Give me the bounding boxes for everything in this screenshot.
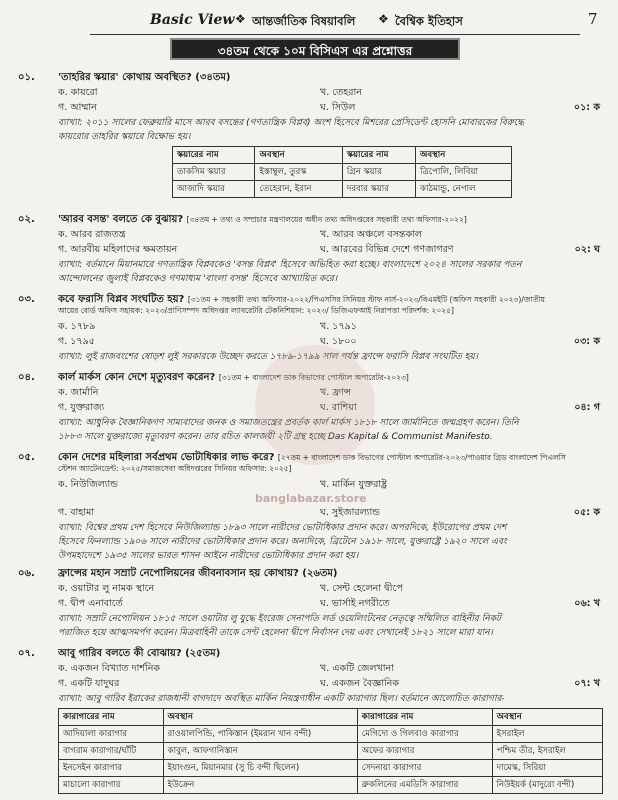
option-c: গ. একটি যাদুঘর [58, 678, 120, 689]
question-text: কোন দেশের মহিলারা সর্বপ্রথম ভোটাধিকার লাভ করে? [২৭তম + বাংলাদেশ ডাক বিভাগের পোস্টাল অপারেটর-২০২৩/পাওয়ার গ্রিড বাংলাদেশ পিএলসি [58, 452, 566, 463]
explanation: ব্যাখ্যা: বর্তমানে মিয়ানমারে গণতান্ত্রিক বিপ্লবকেও 'বসন্ত বিপ্লব' হিসেবে অভিহিত করা হচ্ছে। বাংলাদেশে ২০২৪ সালের সরকার পতন আন্দোলনের জুলাই বিপ্লবকেও গণমাধ্যম 'বাংলা বসন্ত' হিসেবে আখ্যায়িত করে। [58, 260, 522, 284]
option-c: গ. বাহামা [58, 507, 95, 518]
question-note: স্টেশন অ্যাটেনডেন্ট: ২০২৫/সমাজসেবা অধিদপ্তরের সিনিয়র অফিসার: ২০২৫] [58, 464, 292, 473]
option-c: গ. যুক্তরাজ্য [58, 402, 105, 413]
option-b: খ. সেন্ট হেলেনা দ্বীপে [320, 583, 403, 594]
option-d: ঘ. সুইজারল্যান্ড [320, 507, 380, 518]
option-a: ক. আরব রাজতন্ত্র [58, 229, 126, 240]
option-a: ক. ১৭৮৯ [58, 321, 96, 332]
header-subtitle-1: আন্তর্জাতিক বিষয়াবলি [252, 14, 356, 28]
explanation: ব্যাখ্যা: আবু গারিব ইরাকের রাজধানী বাগদাদে অবস্থিত মার্কিন নিয়ন্ত্রণাধীন একটি কারাগার ছিল। বর্তমানে আলোচিত কারাগার- [58, 694, 505, 704]
option-c: গ. ১৭৯৫ [58, 336, 95, 347]
answer: ০৪: গ [574, 402, 600, 413]
option-d: ঘ. আরবের বিভিন্ন দেশে গণজাগরণ [320, 244, 454, 255]
watermark-logo [255, 345, 375, 465]
question-number: ০৭. [18, 648, 35, 659]
option-b: খ. একটি জেলখানা [320, 663, 394, 674]
option-d: ঘ. ভার্সাই নগরীতে [320, 598, 390, 609]
option-b: খ. ১৭৯১ [320, 321, 357, 332]
option-a: ক. একজন বিখ্যাত দার্শনিক [58, 663, 161, 674]
question-text: ফ্রান্সের মহান সম্রাট নেপোলিয়নের জীবনাবসান হয় কোথায়? (২৬তম) [58, 568, 338, 579]
answer: ০২: ঘ [574, 244, 600, 255]
question-number: ০৩. [18, 294, 35, 305]
table-row: বাগরাম কারাগার/ঘাঁটি কাবুল, আফগানিস্তান অফের কারাগার পশ্চিম তীর, ইসরাইল [59, 743, 603, 760]
watermark-text: banglabazar.store [255, 492, 367, 505]
option-c: গ. আম্মান [58, 102, 97, 113]
header-rule [90, 34, 580, 35]
prisons-table: কারাগারের নাম অবস্থান কারাগারের নাম অবস্থান আদিয়ালা কারাগার রাওয়ালপিন্ডি, পাকিস্তান (ইমরান খান বন্দী) মেগিদো ও গিলবাও কারাগার ইসরাইল বাগরাম কারাগার/ঘাঁটি কাবুল, আফগানিস্তান অফের কারাগার পশ্চিম তীর, ইসরাইল ইনসেইন কারাগার ইয়াংগুন, মিয়ানমার (সু চি বন্দী ছিলেন) সেদনায়া কারাগার দামেস্ক, সিরিয়া মাচালো কারাগার ইউক্রেন ব্রুকলিনের এমডিসি কারাগার নিউইয়র্ক (মাদুরো বন্দী) [58, 708, 603, 794]
explanation: ব্যাখ্যা: বিশ্বের প্রথম দেশ হিসেবে নিউজিল্যান্ড ১৮৯৩ সালে নারীদের ভোটাধিকার প্রদান করে। অপরদিকে, ইউরোপের প্রথম দেশ হিসেবে ফিনল্যান্ড ১৯০৬ সালে নারীদের ভোটাধিকার প্রদান করে। অন্যদিকে, ব্রিটেনে ১৯১৮ সালে, যুক্তরাষ্ট্রে ১৯২০ সালে এবং উপমহাদেশে ১৯৩৫ সালের ভারত শাসন আইনে নারীদের ভোটাধিকার প্রদান করা হয়। [58, 523, 507, 561]
explanation: ব্যাখ্যা: ২০১১ সালের ফেব্রুয়ারি মাসে আরব বসন্তের (গণতান্ত্রিক বিপ্লব) অংশ হিসেবে মিশরের প্রেসিডেন্ট হোসনি মোবারকের বিরুদ্ধে কায়রোর তাহরির স্কয়ারে বিক্ষোভ হয়। [58, 118, 524, 142]
question-number: ০৬. [18, 568, 35, 579]
option-d: ঘ. ১৮০০ [320, 336, 357, 347]
answer: ০৬: খ [574, 598, 600, 609]
option-b: খ. মার্কিন যুক্তরাষ্ট্র [320, 479, 388, 490]
answer: ০১: ক [573, 102, 600, 113]
table-row: ইনসেইন কারাগার ইয়াংগুন, মিয়ানমার (সু চি বন্দী ছিলেন) সেদনায়া কারাগার দামেস্ক, সিরিয়া [59, 760, 603, 777]
header-title: Basic View [150, 12, 235, 28]
table-row: মাচালো কারাগার ইউক্রেন ব্রুকলিনের এমডিসি কারাগার নিউইয়র্ক (মাদুরো বন্দী) [59, 777, 603, 794]
table-row: আজাদি স্কয়ার তেহেরান, ইরান দরবার স্কয়ার কাঠমান্ডু, নেপাল [173, 181, 512, 198]
option-a: ক. কায়রো [58, 87, 98, 98]
separator-icon: ❖ [378, 12, 389, 26]
answer: ০৩: ক [573, 336, 600, 347]
explanation: ব্যাখ্যা: সম্রাট নেপোলিয়ন ১৮১৫ সালে ওয়াটার লু যুদ্ধে ইংরেজ সেনাপতি লর্ড ওয়েলিংটনের নেতৃত্বে সম্মিলিত বাহিনীর নিকট পরাজিত হয়ে আত্মসমর্পণ করেন। মিত্রবাহিনী তাকে সেন্ট হেলেনা দ্বীপে নির্বাসন দেয় এবং সেখানেই ১৮২১ সালে মারা যান। [58, 614, 501, 638]
explanation: ব্যাখ্যা: লুই রাজবংশের ষোড়শ লুই সরকারকে উচ্ছেদ করতে ১৭৮৯-১৭৯৯ সাল পর্যন্ত ফ্রান্সে ফরাসি বিপ্লব সংঘটিত হয়। [58, 352, 479, 362]
question-text: কার্ল মার্কস কোন দেশে মৃত্যুবরণ করেন? [৩১তম + বাংলাদেশ ডাক বিভাগের পোস্টাল অপারেটর-২০২৩] [58, 372, 409, 383]
page-number: 7 [588, 10, 598, 28]
answer: ০৭: খ [574, 678, 600, 689]
question-text: কবে ফরাসি বিপ্লব সংঘটিত হয়? [৩১তম + সহকারী তথ্য অফিসার-২০২২/পিএসসির সিনিয়র স্টাফ নার্স-২০২৩/বিএমইটি (অফিস সহকারী ২০২৩)/জাতীয় [58, 294, 545, 305]
answer: ০৫: ক [573, 507, 600, 518]
table-row: আদিয়ালা কারাগার রাওয়ালপিন্ডি, পাকিস্তান (ইমরান খান বন্দী) মেগিদো ও গিলবাও কারাগার ইসরাইল [59, 726, 603, 743]
option-b: খ. তেহরান [320, 87, 362, 98]
page-header [0, 0, 618, 40]
explanation: ব্যাখ্যা: আধুনিক বৈজ্ঞানিকগণ সাম্যবাদের জনক ও সমাজতন্ত্রের প্রবর্তক কার্ল মার্কস ১৮১৮ সালে জার্মানিতে জন্মগ্রহণ করেন। তিনি ১৮৮৩ সালে যুক্তরাজ্যে মৃত্যুবরণ করেন। তার রচিত কালজয়ী ২টি গ্রন্থ হচ্ছে Das Kapital & Communist Manifesto. [58, 418, 519, 442]
option-d: ঘ. সিউল [320, 102, 356, 113]
question-text: আবু গারিব বলতে কী বোঝায়? (২৫তম) [58, 648, 221, 659]
table-row: তাকসিম স্কয়ার ইস্তাম্বুল, তুরস্ক গ্রিন স্কয়ার ত্রিপোলি, লিবিয়া [173, 164, 512, 181]
option-a: ক. জার্মানি [58, 387, 99, 398]
question-number: ০১. [18, 72, 35, 83]
option-a: ক. ওয়াটার লু নামক স্থানে [58, 583, 155, 594]
section-banner: ৩৪তম থেকে ১০ম বিসিএস এর প্রশ্নোত্তর [170, 38, 460, 60]
squares-table: স্কয়ারের নাম অবস্থান স্কয়ারের নাম অবস্থান তাকসিম স্কয়ার ইস্তাম্বুল, তুরস্ক গ্রিন স্কয়ার ত্রিপোলি, লিবিয়া আজাদি স্কয়ার তেহেরান, ইরান দরবার স্কয়ার কাঠমান্ডু, নেপাল [172, 146, 512, 198]
option-d: ঘ. রাশিয়া [320, 402, 357, 413]
question-number: ০২. [18, 214, 35, 225]
option-b: খ. ফ্রান্স [320, 387, 352, 398]
option-d: ঘ. একজন বৈজ্ঞানিক [320, 678, 399, 689]
question-number: ০৫. [18, 452, 35, 463]
separator-icon: ❖ [235, 12, 246, 26]
header-subtitle-2: বৈশ্বিক ইতিহাস [395, 14, 463, 28]
question-number: ০৪. [18, 372, 35, 383]
option-c: গ. আরবীয় মহিলাদের ক্ষমতায়ন [58, 244, 178, 255]
option-a: ক. নিউজিল্যান্ড [58, 479, 118, 490]
option-c: গ. দ্বীপ এনাবার্তে [58, 598, 123, 609]
question-text: 'তাহরির স্কয়ার' কোথায় অবস্থিত? (৩৪তম) [58, 72, 231, 83]
option-b: খ. আরব অঞ্চলে বসন্তকাল [320, 229, 422, 240]
question-note: আয়ের বোর্ড অফিস সহায়ক: ২০২৩/প্রাণিসম্পদ অধিদপ্তর ল্যাবরেটরি টেকনিশিয়ান: ২০২৩/ ডিজিএফআই নিরাপত্তা পরিদর্শক: ২০২৫] [58, 306, 454, 315]
question-text: 'আরব বসন্ত' বলতে কে বুঝায়? [৩৪তম + তথ্য ও সম্প্রচার মন্ত্রণালয়ের অধীন তথ্য অধিদপ্তরের সহকারী তথ্য অফিসার-২০২২] [58, 214, 467, 225]
